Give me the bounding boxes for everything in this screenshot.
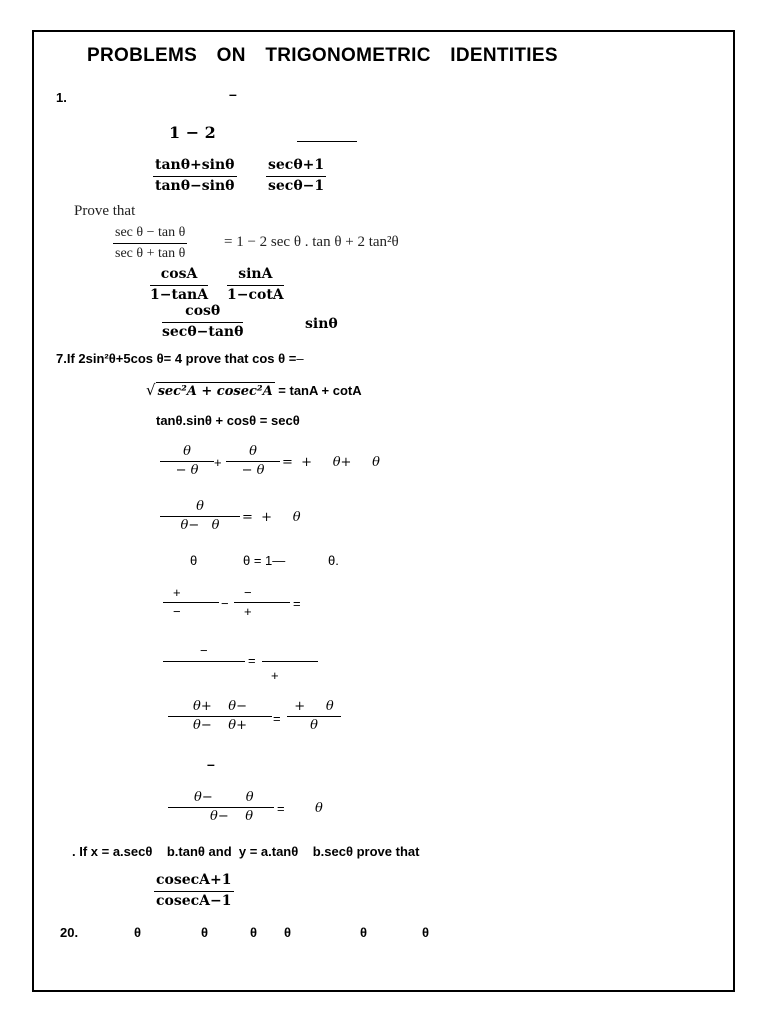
question-17-rhs: θ [315,801,323,816]
fraction-numerator: + [163,585,219,603]
question-13-minus: − [221,596,229,611]
question-20-theta-3: θ [250,925,258,940]
fraction-denominator: − [173,604,181,620]
fraction-denominator: θ− θ [210,809,254,825]
fraction-denominator: sec θ + tan θ [115,245,186,261]
question-8-expression [146,381,362,399]
question-12-part-3: θ. [328,553,339,568]
fraction-numerator: θ [160,499,240,517]
fraction-numerator: + θ [287,699,341,717]
fraction-numerator: θ− θ [168,790,274,808]
question-9-expression: tanθ.sinθ + cosθ = secθ [156,413,300,428]
question-13-fraction-2 [234,585,290,621]
question-20-theta-1: θ [134,925,142,940]
fraction-denominator: − θ [175,463,199,479]
question-13-fraction-1 [163,585,219,621]
question-14-fraction-bar-2 [262,661,318,662]
fraction-numerator: sec θ − tan θ [113,224,187,244]
question-12-part-2: θ = 1— [243,553,286,568]
question-20-theta-6: θ [422,925,430,940]
question-16-dash: – [207,756,215,772]
fraction-denominator: 1−tanA [150,286,209,303]
fraction-denominator: − θ [241,463,265,479]
question-4-rhs: = 1 − 2 sec θ . tan θ + 2 tan²θ [224,234,399,250]
question-11-rhs: = + θ [242,510,301,525]
question-13-equals: = [293,596,301,611]
question-11-fraction [160,499,240,535]
question-5-fraction-2 [227,266,284,304]
fraction-numerator: secθ+1 [266,157,326,177]
question-20-number: 20. [60,925,79,940]
square-root-icon: √ [146,381,156,399]
fraction-numerator: tanθ+sinθ [153,157,237,177]
radicand: sec²A + cosec²A [157,384,273,399]
question-20-theta-4: θ [284,925,292,940]
question-14-fraction-bar [163,661,245,662]
question-12-part-1: θ [190,553,198,568]
question-8-rhs: = tanA + cotA [278,383,362,398]
fraction-numerator: θ+ θ− [168,699,272,717]
fraction-denominator: secθ−tanθ [162,323,244,340]
question-6-fraction [162,303,243,341]
fraction-denominator: + [244,604,252,620]
fraction-numerator: θ [160,444,214,462]
question-17-fraction [168,790,274,826]
fraction-denominator: secθ−1 [268,177,325,194]
question-10-fraction-2 [226,444,280,480]
question-10-plus: + [214,455,222,470]
question-17-equals: = [277,801,285,816]
fraction-numerator: cosA [150,266,208,286]
fraction-denominator: tanθ−sinθ [155,177,235,194]
fraction-numerator: sinA [227,266,284,286]
question-10-fraction-1 [160,444,214,480]
question-18-text: . If x = a.secθ b.tanθ and y = a.tanθ b.secθ prove that [72,844,420,859]
fraction-denominator: 1−cotA [227,286,284,303]
question-15-fraction-1 [168,699,272,735]
question-1-dash: – [229,86,237,102]
fraction-denominator: θ− θ+ [193,718,247,734]
question-15-equals: = [273,711,281,726]
fraction-denominator: cosecA−1 [156,892,232,909]
question-14-numerator: − [200,643,208,658]
question-7-tail: – [296,351,304,366]
question-15-fraction-2 [287,699,341,735]
question-4-prove-that: Prove that [74,203,136,219]
question-7-statement: 7.If 2sin²θ+5cos θ= 4 prove that cos θ = [56,351,297,366]
question-14-denominator: + [271,668,279,683]
question-19-fraction [154,872,234,910]
fraction-numerator: cosecA+1 [154,872,234,892]
fraction-numerator: − [234,585,290,603]
question-3-fraction-1 [153,157,237,195]
question-4-lhs-fraction [113,224,187,262]
question-1-number: 1. [56,90,67,105]
fraction-denominator: θ− θ [180,518,220,534]
question-6-rhs: sinθ [305,316,338,332]
page-title: PROBLEMS ON TRIGONOMETRIC IDENTITIES [87,45,558,66]
fraction-denominator: θ [310,718,318,734]
question-20-theta-2: θ [201,925,209,940]
question-7-text [56,351,304,366]
question-14-equals: = [248,653,256,668]
question-10-rhs: = + θ+ θ [282,455,380,470]
fraction-numerator: θ [226,444,280,462]
question-2-blank-line [297,141,357,142]
question-5-fraction-1 [150,266,208,304]
question-2-expression: 1 − 2 [169,123,216,142]
question-3-fraction-2 [266,157,326,195]
fraction-numerator: cosθ [162,303,243,323]
question-20-theta-5: θ [360,925,368,940]
